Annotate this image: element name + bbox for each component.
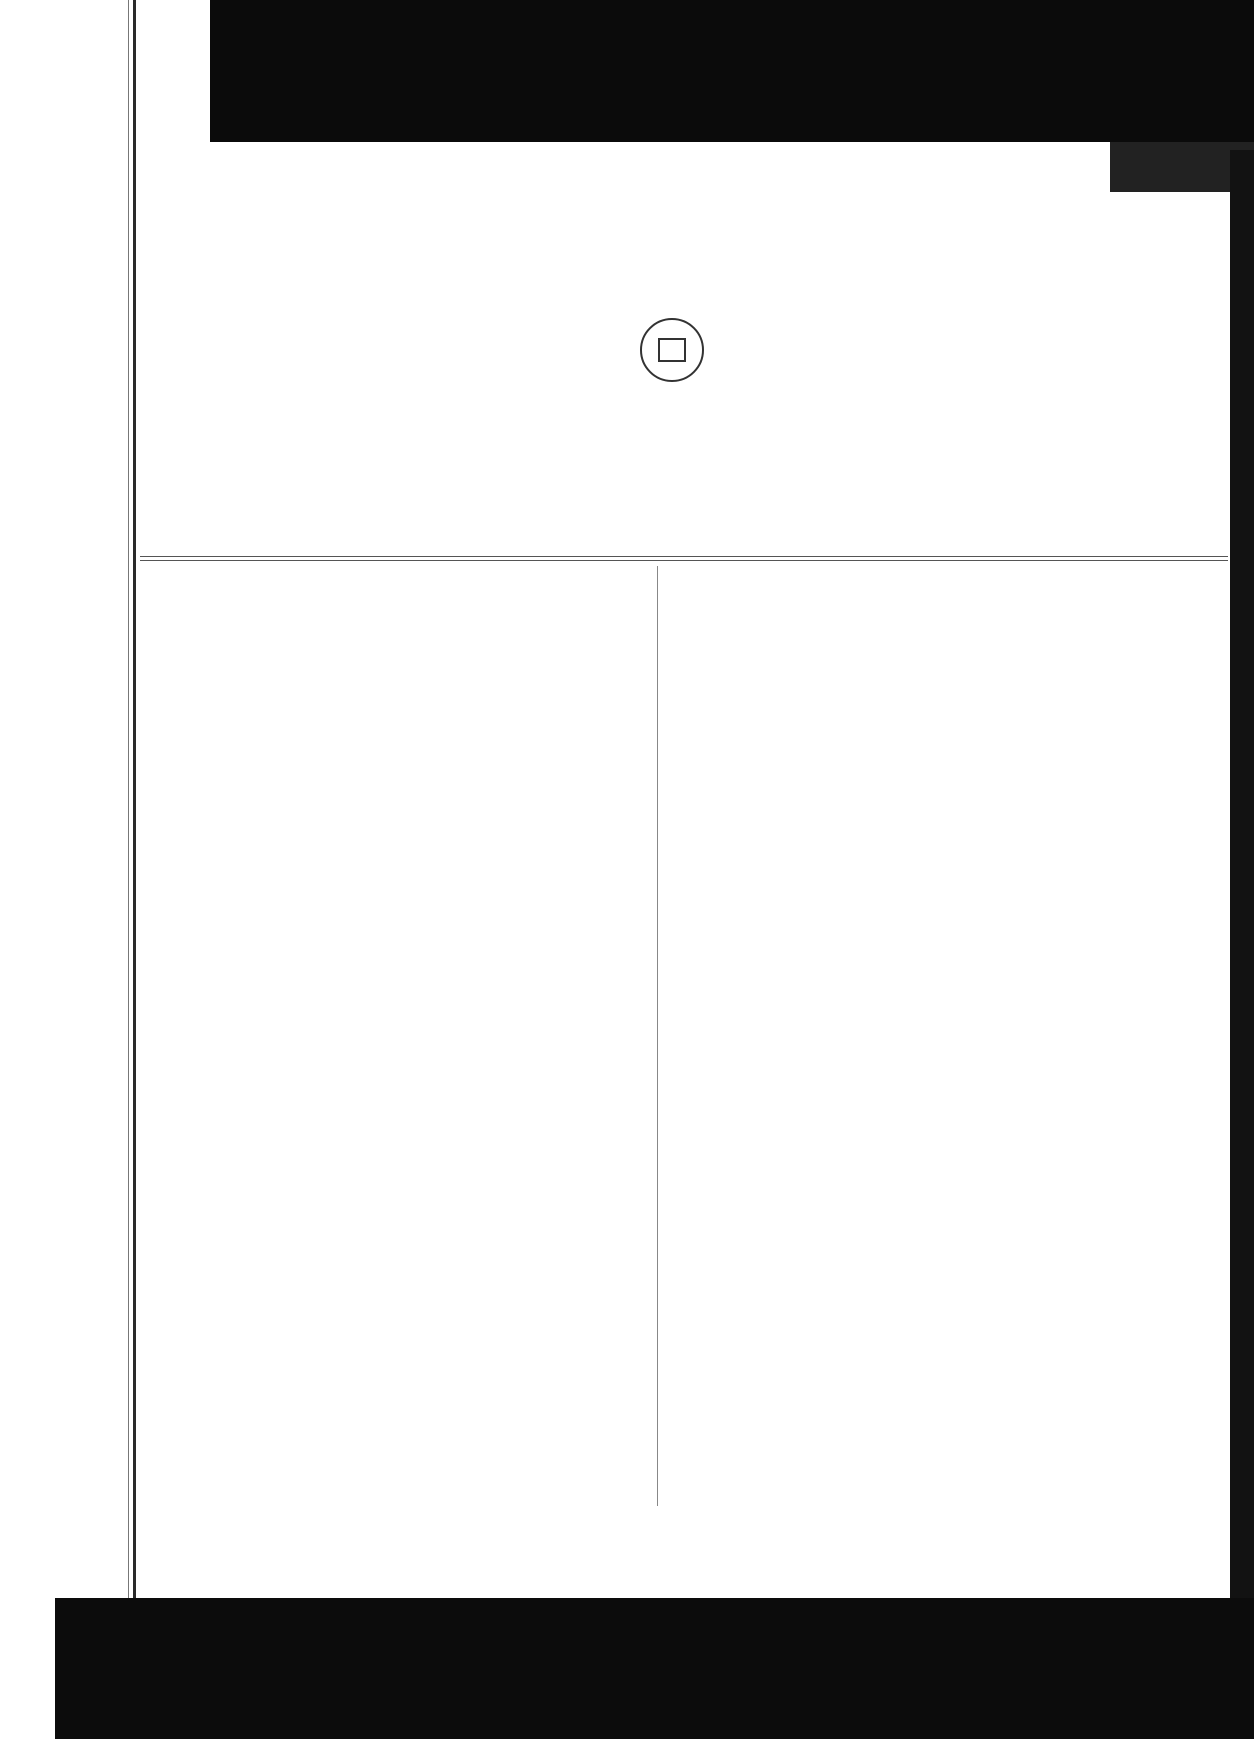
column-separator: [657, 566, 658, 1506]
scan-border-bottom: [55, 1598, 1254, 1739]
library-stamp: [640, 318, 704, 382]
header-rule-double: [140, 560, 1228, 561]
body-column-left: [138, 566, 643, 570]
header-rule: [140, 556, 1228, 557]
scan-gutter-line: [128, 0, 129, 1598]
scan-redaction-top: [210, 0, 1254, 142]
scan-border-right: [1230, 150, 1254, 1600]
stamp-emblem-icon: [658, 338, 686, 362]
scan-gutter-divider: [133, 0, 136, 1598]
